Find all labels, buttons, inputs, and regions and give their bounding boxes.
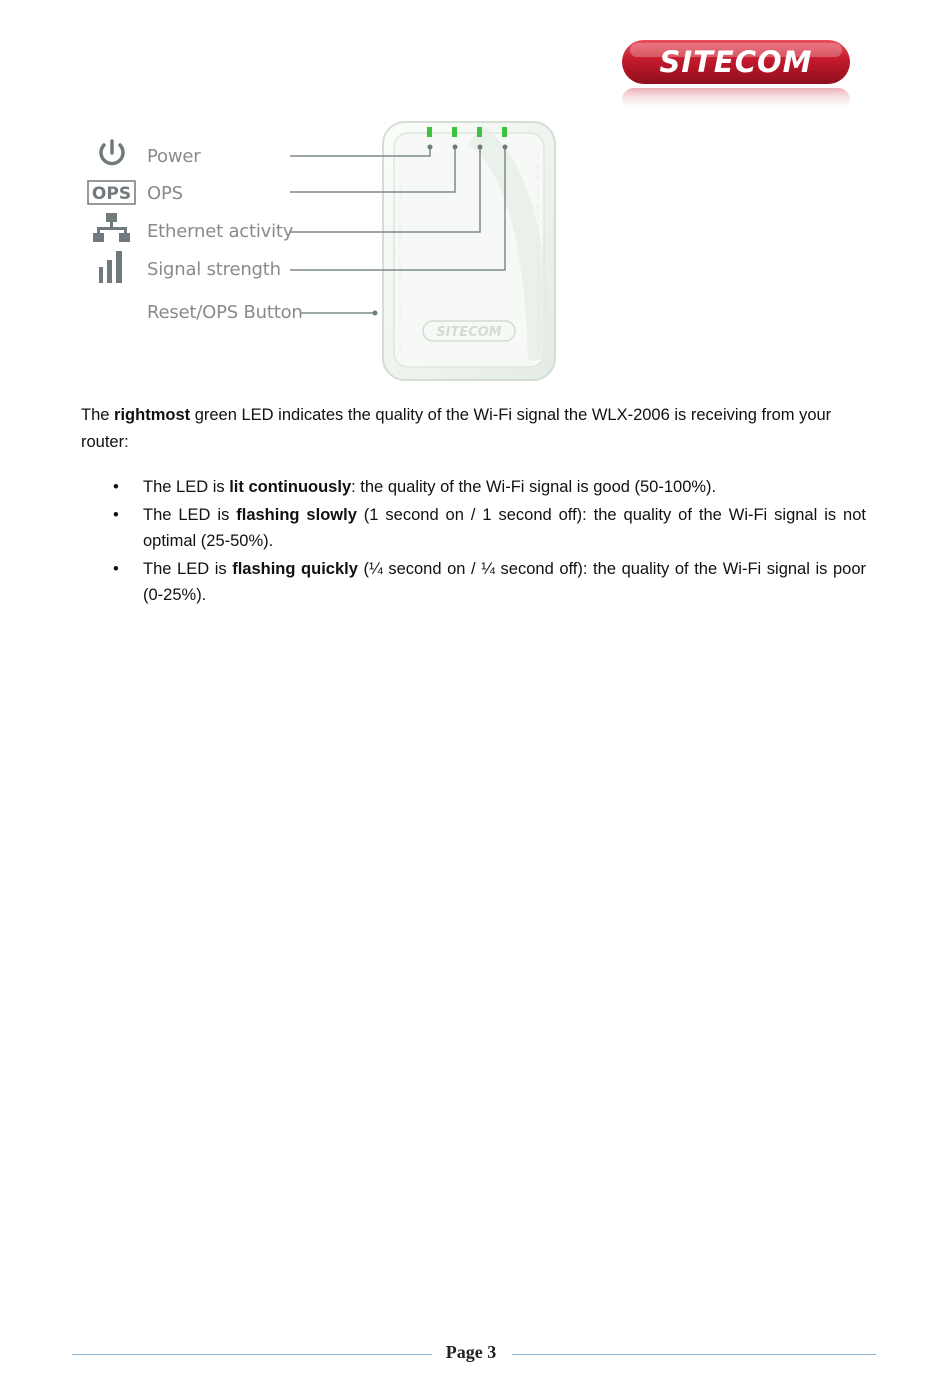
sitecom-logo — [620, 38, 852, 114]
footer-rule-left — [72, 1354, 432, 1355]
signal-strength-label: Signal strength — [147, 259, 281, 280]
network-icon — [93, 213, 130, 242]
signal-led — [502, 127, 507, 137]
ethernet-led — [477, 127, 482, 137]
device-brand: SITECOM — [436, 325, 502, 340]
led-diagram — [80, 115, 570, 390]
svg-text:OPS: OPS — [91, 184, 132, 204]
device-image — [383, 122, 555, 380]
ops-led — [452, 127, 457, 137]
ops-label: OPS — [147, 183, 183, 204]
logo-text: SITECOM — [659, 45, 813, 79]
intro-paragraph: The rightmost green LED indicates the quality of the Wi-Fi signal the WLX-2006 is receiving from your router: — [81, 406, 832, 451]
reset-ops-button-label: Reset/OPS Button — [147, 302, 303, 323]
list-item: • The LED is flashing slowly (1 second on / 1 second off): the quality of the Wi-Fi signal is not optimal (25-50%). — [113, 505, 866, 550]
ops-icon — [88, 181, 135, 204]
power-label: Power — [147, 146, 201, 167]
power-led — [427, 127, 432, 137]
ethernet-activity-label: Ethernet activity — [147, 221, 294, 242]
list-item: • The LED is lit continuously: the quality of the Wi-Fi signal is good (50-100%). — [113, 478, 717, 496]
power-icon — [101, 141, 123, 164]
list-item: • The LED is flashing quickly (¼ second on / ¼ second off): the quality of the Wi-Fi signal is poor (0-25%). — [113, 559, 866, 604]
footer-rule-right — [512, 1354, 876, 1355]
signal-bars-icon — [99, 251, 122, 283]
page-number: Page 3 — [445, 1342, 497, 1362]
led-status-list — [81, 474, 866, 610]
